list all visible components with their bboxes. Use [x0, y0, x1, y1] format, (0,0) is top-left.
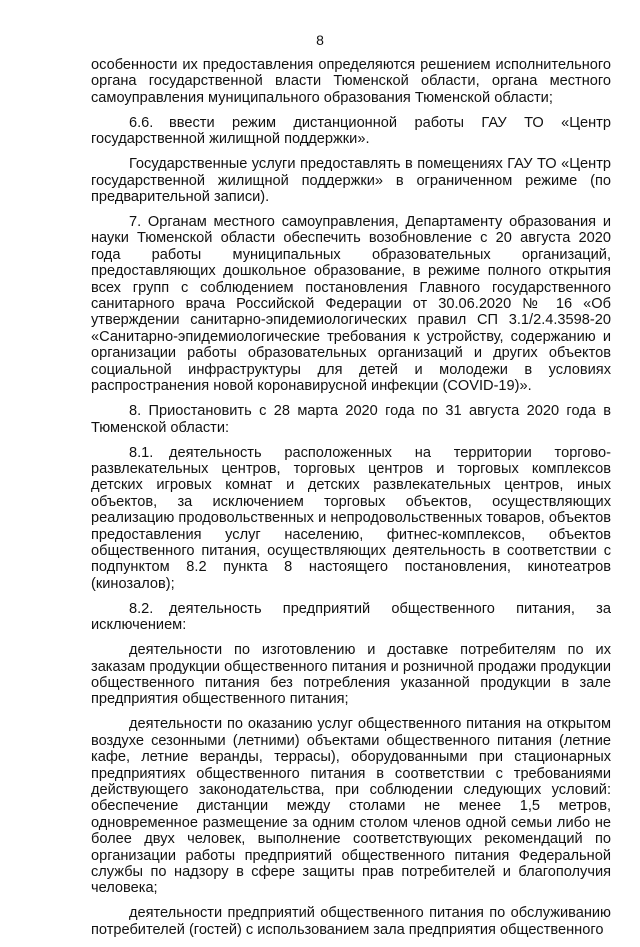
- item-text: ввести режим дистанционной работы ГАУ ТО «Центр государственной жилищной поддержки».: [91, 114, 611, 148]
- item-text: деятельность предприятий общественного питания, за исключением:: [91, 600, 611, 634]
- paragraph-8-1: [91, 445, 611, 593]
- paragraph-exception-outdoor: деятельности по оказанию услуг общественного питания на открытом воздухе сезонными (летними) объектами общественного питания (летние кафе, летние веранды, террасы), оборудованными при стационарных предприятиях общественного питания в соответствии с требованиями действующего законодательства, при соблюдении следующих условий: обеспечение дистанции между столами не менее 1,5 метров, одновременное размещение за одним столом членов одной семьи либо не более двух человек, выполнение соответствующих рекомендаций по организации работы предприятий общественного питания Федеральной службы по надзору в сфере защиты прав потребителей и благополучия человека;: [91, 716, 611, 897]
- paragraph-8-2: [91, 601, 611, 634]
- paragraph-state-services: Государственные услуги предоставлять в помещениях ГАУ ТО «Центр государственной жилищной поддержки» в ограниченном режиме (по предварительной записи).: [91, 156, 611, 206]
- paragraph-exception-delivery: деятельности по изготовлению и доставке потребителям по их заказам продукции общественного питания и розничной продажи продукции общественного питания без потребления указанной продукции в зале предприятия общественного питания;: [91, 642, 611, 708]
- paragraph-6-6: [91, 115, 611, 148]
- document-body: [91, 57, 611, 947]
- item-number: 8.1.: [129, 444, 154, 461]
- item-number: 8.2.: [129, 600, 154, 617]
- paragraph-7: 7. Органам местного самоуправления, Департаменту образования и науки Тюменской области обеспечить возобновление с 20 августа 2020 года работы муниципальных образовательных организаций, предоставляющих дошкольное образование, в режиме полного открытия всех групп с соблюдением постановления Главного государственного санитарного врача Российской Федерации от 30.06.2020 № 16 «Об утверждении санитарно-эпидемиологических правил СП 3.1/2.4.3598-20 «Санитарно-эпидемиологические требования к устройству, содержанию и организации работы образовательных организаций и других объектов социальной инфраструктуры для детей и молодежи в условиях распространения новой коронавирусной инфекции (COVID-19)».: [91, 214, 611, 395]
- item-number: 6.6.: [129, 114, 154, 131]
- paragraph-continuation: особенности их предоставления определяются решением исполнительного органа государственной власти Тюменской области, органа местного самоуправления муниципального образования Тюменской области;: [91, 57, 611, 106]
- paragraph-exception-hall: деятельности предприятий общественного питания по обслуживанию потребителей (гостей) с использованием зала предприятия общественного: [91, 905, 611, 938]
- page-number: 8: [316, 32, 324, 48]
- item-text: деятельность расположенных на территории торгово-развлекательных центров, торговых центров и торговых комплексов детских игровых комнат и детских развлекательных центров, иных объектов, за исключением торговых объектов, осуществляющих реализацию продовольственных и непродовольственных товаров, объектов предоставления услуг населению, фитнес-комплексов, объектов общественного питания, осуществляющих деятельность в соответствии с подпунктом 8.2 пункта 8 настоящего постановления, кинотеатров (кинозалов);: [91, 444, 611, 592]
- paragraph-8: 8. Приостановить с 28 марта 2020 года по 31 августа 2020 года в Тюменской области:: [91, 403, 611, 436]
